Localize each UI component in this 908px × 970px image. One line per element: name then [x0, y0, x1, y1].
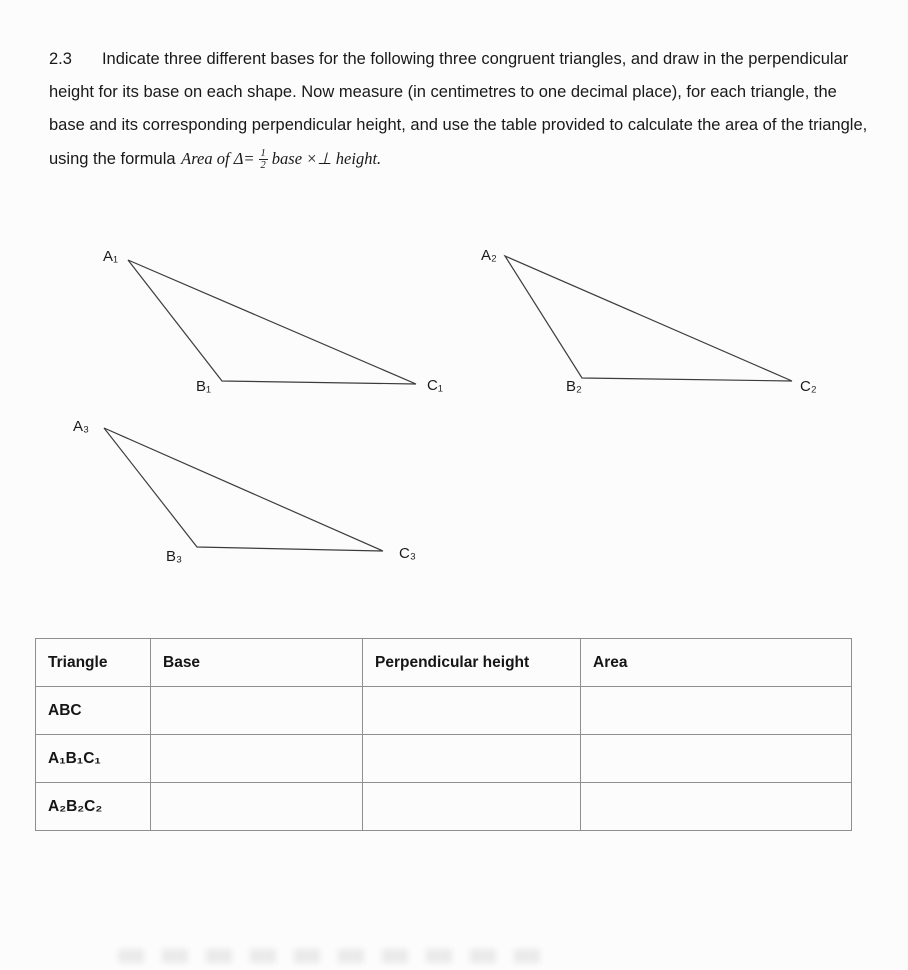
header-base: Base — [151, 639, 363, 687]
area-formula — [180, 147, 382, 172]
header-area: Area — [581, 639, 852, 687]
row-label: ABC — [36, 687, 151, 735]
row-label: A₁B₁C₁ — [36, 735, 151, 783]
area-cell — [581, 735, 852, 783]
triangle-2-label-c: C₂ — [800, 378, 817, 395]
formula-fraction — [259, 148, 268, 172]
formula-suffix: base ×⊥ height. — [271, 148, 382, 168]
triangle-3-label-a: A₃ — [73, 418, 90, 435]
table-row — [36, 783, 852, 831]
question-paragraph — [49, 43, 869, 176]
triangle-1-label-a: A₁ — [103, 248, 119, 265]
triangle-1-label-b: B₁ — [196, 378, 212, 395]
area-cell — [581, 687, 852, 735]
triangle-3-label-b: B₃ — [166, 548, 183, 565]
height-cell — [363, 687, 581, 735]
area-cell — [581, 783, 852, 831]
header-triangle: Triangle — [36, 639, 151, 687]
header-perpendicular-height: Perpendicular height — [363, 639, 581, 687]
height-cell — [363, 783, 581, 831]
triangle-3-outline — [104, 428, 383, 551]
fraction-denominator: 2 — [260, 160, 266, 172]
triangle-2-outline — [505, 256, 792, 381]
triangle-1-outline — [128, 260, 416, 384]
scan-artifact — [118, 949, 548, 963]
question-number: 2.3 — [49, 49, 72, 68]
triangle-1-label-c: C₁ — [427, 377, 443, 394]
height-cell — [363, 735, 581, 783]
table-row — [36, 735, 852, 783]
row-label: A₂B₂C₂ — [36, 783, 151, 831]
table-row — [36, 687, 852, 735]
base-cell — [151, 783, 363, 831]
triangle-2-label-a: A₂ — [481, 247, 497, 264]
base-cell — [151, 735, 363, 783]
triangle-3-label-c: C₃ — [399, 545, 416, 562]
measurement-table — [35, 638, 852, 831]
triangle-2-label-b: B₂ — [566, 378, 582, 395]
formula-prefix: Area of Δ= — [181, 148, 255, 168]
table-header-row — [36, 639, 852, 687]
fraction-numerator: 1 — [260, 147, 266, 159]
base-cell — [151, 687, 363, 735]
question-text: Indicate three different bases for the following three congruent triangles, and draw in the perpendicular height for its base on each shape. Now measure (in centimetres to one decimal place), for each triangle, the base and its corresponding perpendicular height, and use the table provided to calculate the area of the triangle, using the formula — [49, 49, 868, 168]
